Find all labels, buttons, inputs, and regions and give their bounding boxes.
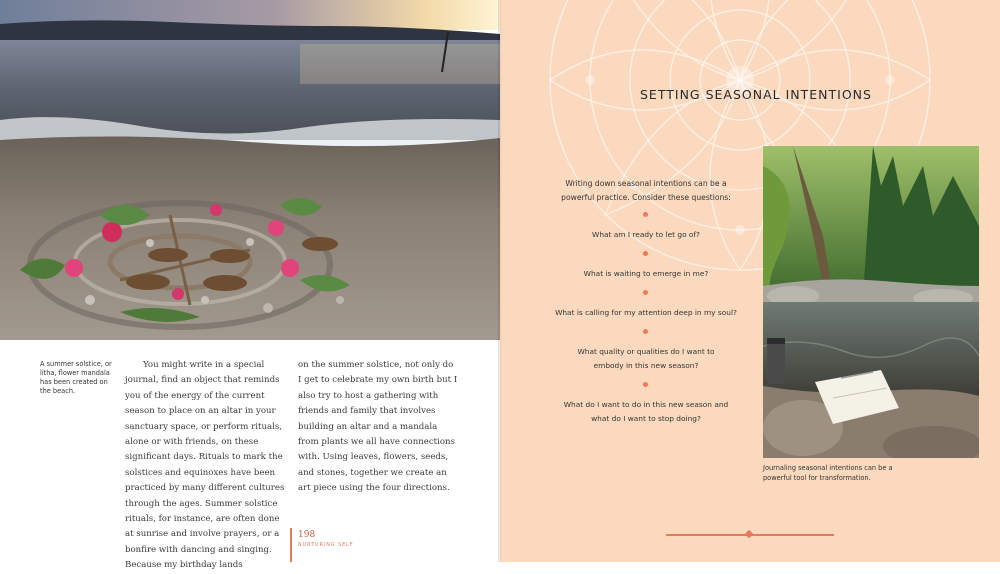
bullet-dot <box>643 382 648 387</box>
question-2: What is waiting to emerge in me? <box>583 269 709 278</box>
body-text-column-1: You might write in a special journal, find an object that reminds you of the energy of the current season to place on an altar in your sanctuary space, or perform rituals, alone or with friends, on these significant days. Rituals to mark the solstices and equinoxes have been practiced by many different cultures through the ages. Summer solstice rituals, for instance, are often done at sunrise and involve prayers, or a bonfire with dancing and singing. Because my birthday lands <box>125 360 285 571</box>
intro-text: Writing down seasonal intentions can be a powerful practice. Consider these questions: <box>561 179 731 202</box>
book-gutter-shadow <box>498 0 502 562</box>
bullet-dot <box>643 251 648 256</box>
question-1: What am I ready to let go of? <box>592 230 700 239</box>
journal-pool-photo <box>763 146 979 458</box>
right-page <box>500 0 1000 562</box>
folio-rule <box>290 528 292 562</box>
left-page <box>0 0 500 571</box>
beach-mandala-photo <box>0 0 500 340</box>
pool-photo-caption: Journaling seasonal intentions can be a powerful tool for transformation. <box>763 464 893 482</box>
page-number: 198 <box>298 530 316 540</box>
question-5: What do I want to do in this new season and what do I want to stop doing? <box>563 400 729 423</box>
bullet-dot <box>643 290 648 295</box>
question-4: What quality or qualities do I want to embody in this new season? <box>577 347 715 370</box>
beach-photo-caption: A summer solstice, or litha, flower mandala has been created on the beach. <box>40 360 112 395</box>
bullet-dot <box>643 212 648 217</box>
section-title: SETTING SEASONAL INTENTIONS <box>640 87 872 102</box>
body-text-column-2: on the summer solstice, not only do I get to celebrate my own birth but I also try to host a gathering with friends and family that involves building an altar and a mandala from plants we all have connections with. Using leaves, flowers, seeds, and stones, together we create an art piece using the four directions. <box>298 360 458 494</box>
bullet-dot <box>643 329 648 334</box>
ornamental-diamond-icon <box>745 530 753 538</box>
question-3: What is calling for my attention deep in my soul? <box>555 308 737 317</box>
running-footer-section: NURTURING SELF <box>298 543 354 548</box>
